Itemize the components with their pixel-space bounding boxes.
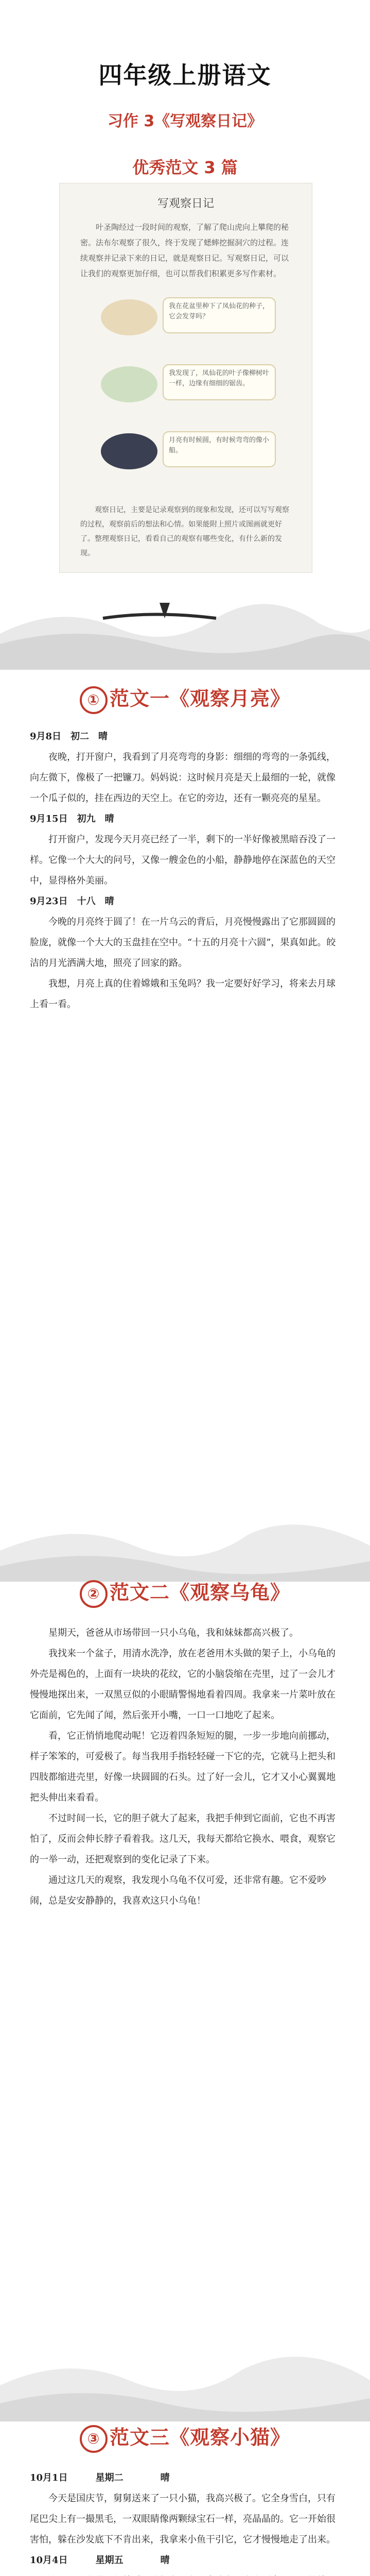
section-1-title-text: 范文一《观察月亮》 (109, 687, 290, 710)
page-subtitle-2: 优秀范文 3 篇 (132, 158, 238, 177)
paragraph: 今晚的月亮终于圆了！在一片乌云的背后，月亮慢慢露出了它那圆圆的脸庞，就像一个大大的玉盘挂在空中。“十五的月亮十六圆”，果真如此。皎洁的月光洒满大地，照亮了回家的路。 (30, 917, 336, 969)
section-1-body (30, 726, 339, 1015)
moon-image (101, 433, 157, 469)
intro-bubble-2: 我发现了，凤仙花的叶子像柳树叶一样，边缘有细细的锯齿。 (163, 364, 276, 400)
section-3-title-text: 范文三《观察小猫》 (109, 2426, 290, 2449)
diary-date: 9月8日 初二 晴 (30, 731, 108, 742)
intro-bubble-1: 我在花盆里种下了凤仙花的种子，它会发芽吗？ (163, 297, 276, 333)
intro-card (59, 183, 312, 573)
intro-heading: 写观察日记 (157, 197, 214, 210)
section-1-number: ① (80, 686, 108, 714)
section-2-number: ② (80, 1580, 108, 1608)
intro-paragraph-1: 叶圣陶经过一段时间的观察，了解了爬山虎向上攀爬的秘密。法布尔观察了很久，终于发现了蟋蟀挖掘洞穴的过程。连续观察并记录下来的日记，就是观察日记。写观察日记，可以让我们的观察更加仔细，也可以帮我们积累更多写作素材。 (80, 223, 289, 278)
diary-date: 9月23日 十八 晴 (30, 896, 114, 907)
flower-pot-image (101, 299, 157, 335)
intro-bubble-3: 月亮有时候圆，有时候弯弯的像小船。 (163, 431, 276, 467)
intro-illustration-3 (91, 428, 281, 474)
paragraph: 星期天，爸爸从市场带回一只小乌龟，我和妹妹都高兴极了。 (48, 1628, 298, 1638)
paragraph: 看，它正悄悄地爬动呢！它迈着四条短短的腿，一步一步地向前挪动，样子笨笨的，可爱极了。每当我用手指轻轻碰一下它的壳，它就马上把头和四肢都缩进壳里，好像一块圆圆的石头。过了好一会儿，它才又小心翼翼地把头伸出来看看。 (30, 1731, 336, 1803)
ink-landscape-decoration (0, 541, 370, 670)
section-3-title (0, 2421, 370, 2453)
paragraph: 不过时间一长，它的胆子就大了起来，我把手伸到它面前，它也不再害怕了，反而会伸长脖子看着我。这几天，我每天都给它换水、喂食，观察它的一举一动，还把观察到的变化记录了下来。 (30, 1813, 336, 1865)
diary-date: 10月1日 星期二 晴 (30, 2472, 170, 2483)
intro-paragraph-2: 观察日记，主要是记录观察到的现象和发现，还可以写写观察的过程，观察前后的想法和心情。如果能附上照片或图画就更好了。整理观察日记，看看自己的观察有哪些变化，有什么新的发现。 (80, 506, 289, 557)
paragraph: 夜晚，打开窗户，我看到了月亮弯弯的身影：细细的弯弯的一条弧线，向左微下，像极了一把镰刀。妈妈说：这时候月亮是天上最细的一轮，就像一个瓜子似的，挂在西边的天空上。在它的旁边，还有一颗亮亮的星星。 (30, 752, 336, 804)
paragraph (30, 2571, 339, 2576)
section-2-body (30, 1623, 339, 1911)
paragraph: 今天是国庆节，舅舅送来了一只小猫，我高兴极了。它全身雪白，只有尾巴尖上有一撮黑毛，一双眼睛像两颗绿宝石一样，亮晶晶的。它一开始很害怕，躲在沙发底下不肯出来，我拿来小鱼干引它，它才慢慢地走了出来。 (30, 2493, 336, 2545)
intro-illustration-1 (91, 294, 281, 341)
page-title: 四年级上册语文 (98, 61, 272, 89)
page-subtitle: 习作 3《写观察日记》 (107, 112, 263, 130)
paragraph: 我想，月亮上真的住着嫦娥和玉兔吗？我一定要好好学习，将来去月球上看一看。 (30, 978, 336, 1010)
paragraph: 通过这几天的观察，我发现小乌龟不仅可爱，还非常有趣。它不爱吵闹，总是安安静静的，我喜欢这只小乌龟！ (30, 1875, 326, 1906)
paragraph: 我找来一个盆子，用清水洗净，放在老爸用木头做的架子上，小乌龟的外壳是褐色的，上面有一块块的花纹，它的小脑袋缩在壳里，过了一会儿才慢慢地探出来，一双黑豆似的小眼睛警惕地看着四周。我拿来一片菜叶放在它面前，它先闻了闻，然后张开小嘴，一口一口地吃了起来。 (30, 1648, 336, 1721)
section-2-title (0, 1577, 370, 1608)
diary-date: 9月15日 初九 晴 (30, 814, 114, 824)
section-3-number: ③ (80, 2425, 108, 2453)
diary-date: 10月4日 星期五 晴 (30, 2555, 170, 2566)
section-1-title (0, 683, 370, 714)
ink-landscape-decoration (0, 1468, 370, 1582)
intro-illustration-2 (91, 361, 281, 408)
leaf-image (101, 366, 157, 402)
ink-landscape-decoration (0, 2308, 370, 2421)
section-2-title-text: 范文二《观察乌龟》 (109, 1581, 290, 1604)
paragraph: 打开窗户，发现今天月亮已经了一半，剩下的一半好像被黑暗吞没了一样。它像一个大大的问号，又像一艘金色的小船，静静地停在深蓝色的天空中，显得格外美丽。 (30, 834, 336, 886)
section-3-body (30, 2468, 339, 2576)
